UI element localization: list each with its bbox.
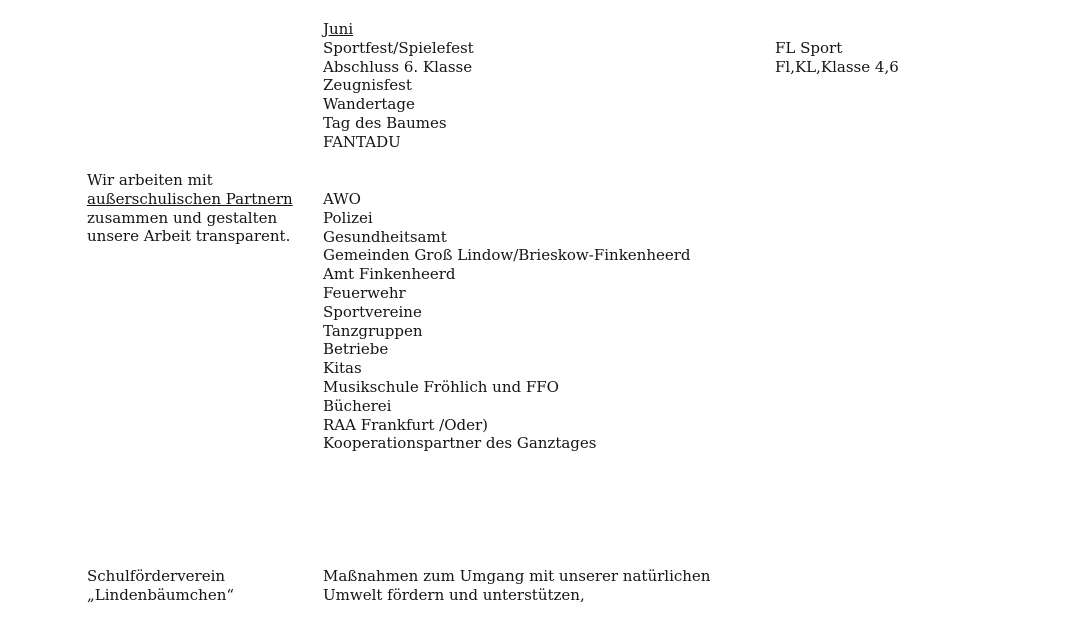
event-item: Abschluss 6. Klasse	[323, 57, 473, 76]
partner-item: RAA Frankfurt /Oder)	[323, 415, 489, 434]
partner-item: Musikschule Fröhlich und FFO	[323, 377, 559, 396]
partner-item: Amt Finkenheerd	[323, 265, 456, 284]
school-association-text	[323, 567, 710, 605]
partner-item: Sportvereine	[323, 302, 422, 321]
partner-item: Gesundheitsamt	[323, 227, 447, 246]
association-text-line: Umwelt fördern und unterstützen,	[323, 585, 585, 604]
partner-item: Kooperationspartner des Ganztages	[323, 434, 597, 453]
responsible-item: Fl,KL,Klasse 4,6	[775, 57, 899, 76]
partner-item: Gemeinden Groß Lindow/Brieskow-Finkenheerd	[323, 246, 691, 265]
responsible-column	[775, 39, 899, 77]
responsible-item: FL Sport	[775, 38, 843, 57]
partner-item: Feuerwehr	[323, 283, 406, 302]
partner-item: AWO	[323, 190, 361, 208]
association-name-line: Schulförderverein	[87, 567, 226, 585]
event-item: FANTADU	[323, 132, 401, 151]
description-line: zusammen und gestalten	[87, 208, 278, 227]
partner-item: Polizei	[323, 208, 373, 227]
description-line: unsere Arbeit transparent.	[87, 227, 291, 246]
june-events-column	[323, 20, 474, 152]
event-item: Tag des Baumes	[323, 113, 447, 132]
partners-list	[323, 190, 691, 453]
partner-item: Kitas	[323, 359, 362, 378]
description-line-underlined: außerschulischen Partnern	[87, 189, 293, 208]
association-text-line: Maßnahmen zum Umgang mit unserer natürlichen	[323, 567, 711, 585]
event-item: Sportfest/Spielefest	[323, 38, 474, 57]
event-item: Wandertage	[323, 95, 415, 114]
month-heading: Juni	[323, 20, 354, 38]
association-name-line: „Lindenbäumchen“	[87, 585, 235, 604]
partners-description	[87, 171, 293, 246]
school-association-name	[87, 567, 234, 605]
partner-item: Tanzgruppen	[323, 321, 423, 340]
partner-item: Bücherei	[323, 396, 392, 415]
partner-item: Betriebe	[323, 340, 389, 359]
event-item: Zeugnisfest	[323, 76, 412, 95]
description-line: Wir arbeiten mit	[87, 171, 213, 189]
